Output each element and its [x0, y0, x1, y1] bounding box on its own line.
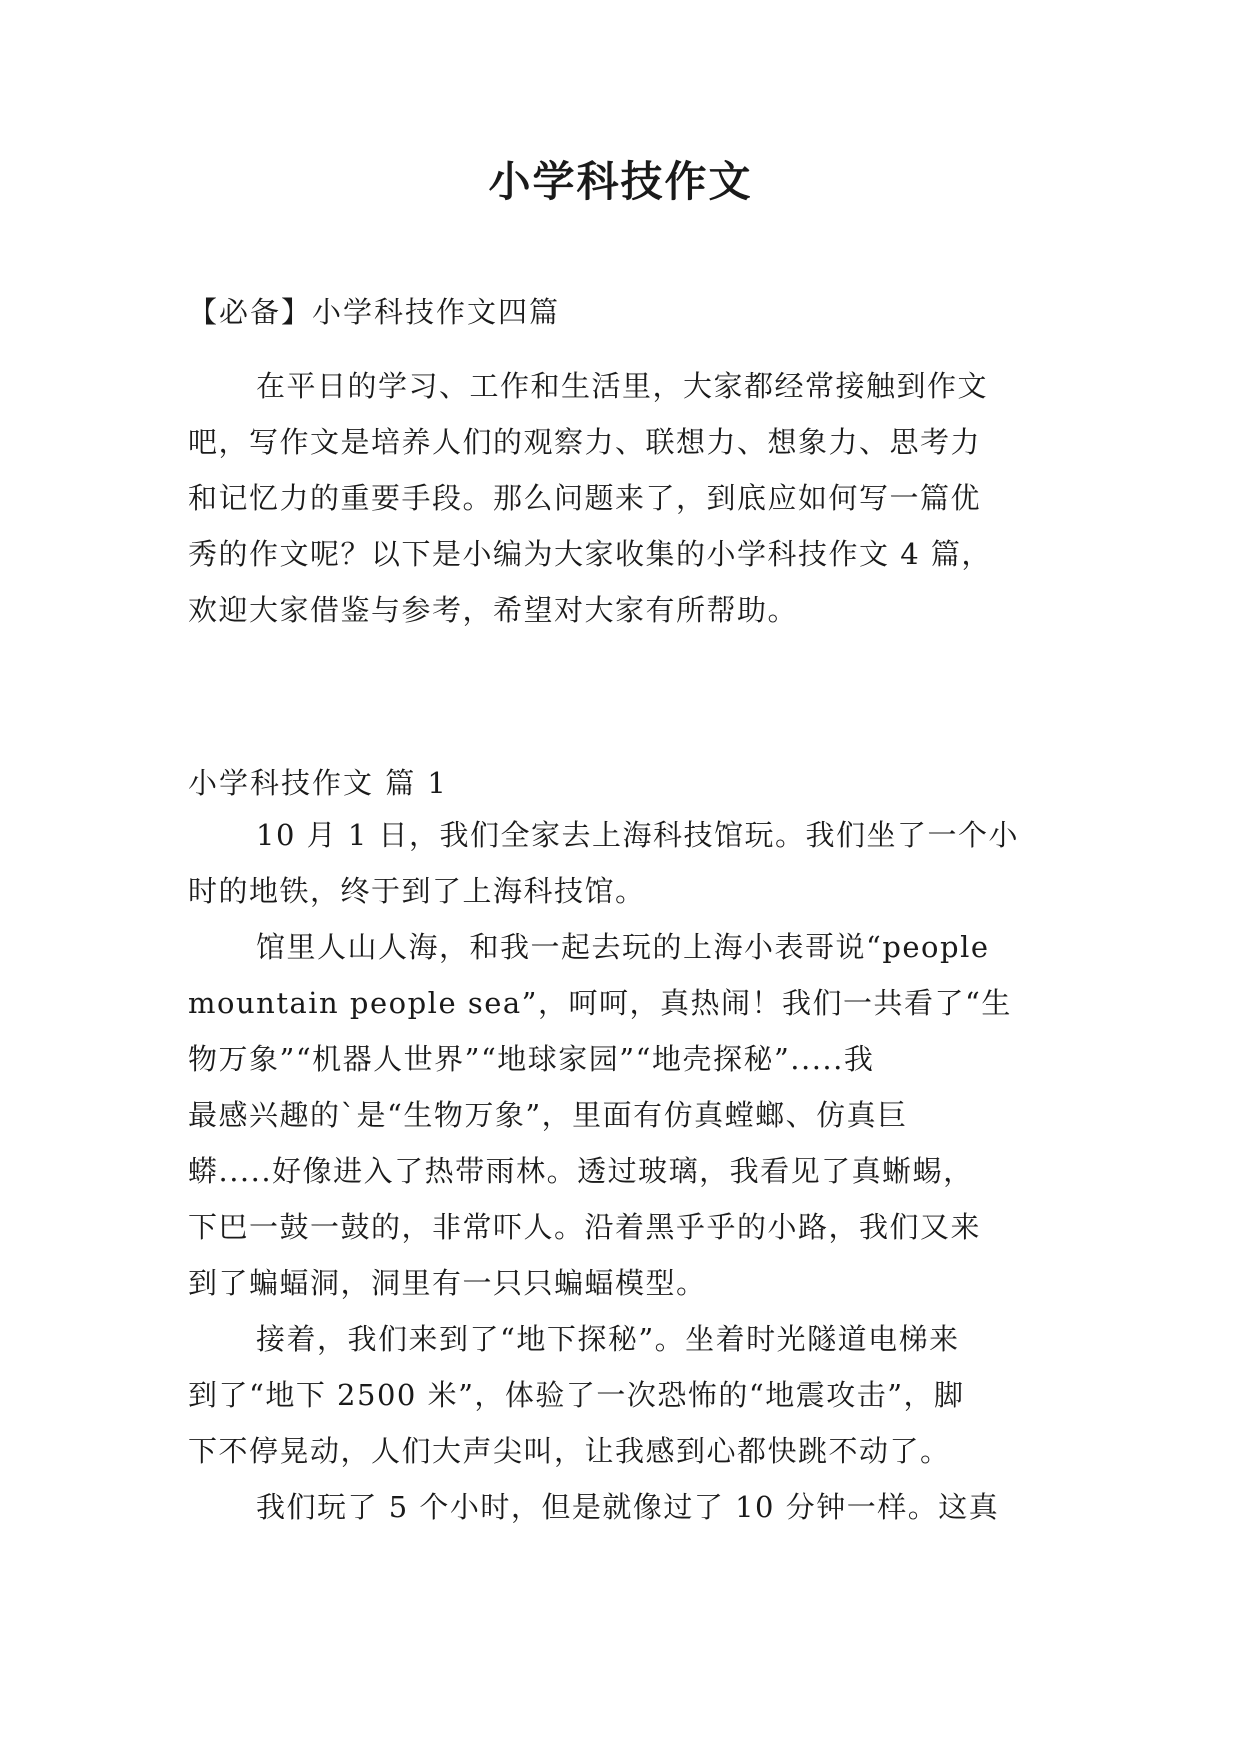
body-line: 到了“地下 2500 米”，体验了一次恐怖的“地震攻击”，脚	[188, 1378, 965, 1412]
intro-line: 和记忆力的重要手段。那么问题来了，到底应如何写一篇优	[188, 481, 982, 515]
intro-line: 秀的作文呢？以下是小编为大家收集的小学科技作文 4 篇，	[188, 537, 992, 571]
document-subtitle: 【必备】小学科技作文四篇	[188, 295, 561, 329]
essay-body	[188, 807, 1048, 1535]
intro-line: 欢迎大家借鉴与参考，希望对大家有所帮助。	[188, 593, 799, 627]
body-line: 馆里人山人海，和我一起去玩的上海小表哥说“people	[256, 930, 990, 964]
intro-line: 在平日的学习、工作和生活里，大家都经常接触到作文	[256, 369, 989, 403]
body-line: mountain people sea”，呵呵，真热闹！我们一共看了“生	[188, 986, 1012, 1020]
body-line: 接着，我们来到了“地下探秘”。坐着时光隧道电梯来	[256, 1322, 960, 1356]
body-line: 10 月 1 日，我们全家去上海科技馆玩。我们坐了一个小	[256, 818, 1020, 852]
body-line: 下不停晃动，人们大声尖叫，让我感到心都快跳不动了。	[188, 1434, 951, 1468]
body-line: 我们玩了 5 个小时，但是就像过了 10 分钟一样。这真	[256, 1490, 1000, 1524]
body-line: 最感兴趣的`是“生物万象”，里面有仿真螳螂、仿真巨	[188, 1098, 908, 1132]
document-title: 小学科技作文	[488, 157, 753, 206]
body-line: 到了蝙蝠洞，洞里有一只只蝙蝠模型。	[188, 1266, 707, 1300]
body-line: 时的地铁，终于到了上海科技馆。	[188, 874, 646, 908]
intro-line: 吧，写作文是培养人们的观察力、联想力、想象力、思考力	[188, 425, 982, 459]
body-line: 蟒.....好像进入了热带雨林。透过玻璃，我看见了真蜥蜴，	[188, 1154, 974, 1188]
section-heading: 小学科技作文 篇 1	[188, 766, 448, 800]
intro-paragraph	[188, 358, 1048, 638]
body-line: 下巴一鼓一鼓的，非常吓人。沿着黑乎乎的小路，我们又来	[188, 1210, 982, 1244]
body-line: 物万象”“机器人世界”“地球家园”“地壳探秘”.....我	[188, 1042, 875, 1076]
